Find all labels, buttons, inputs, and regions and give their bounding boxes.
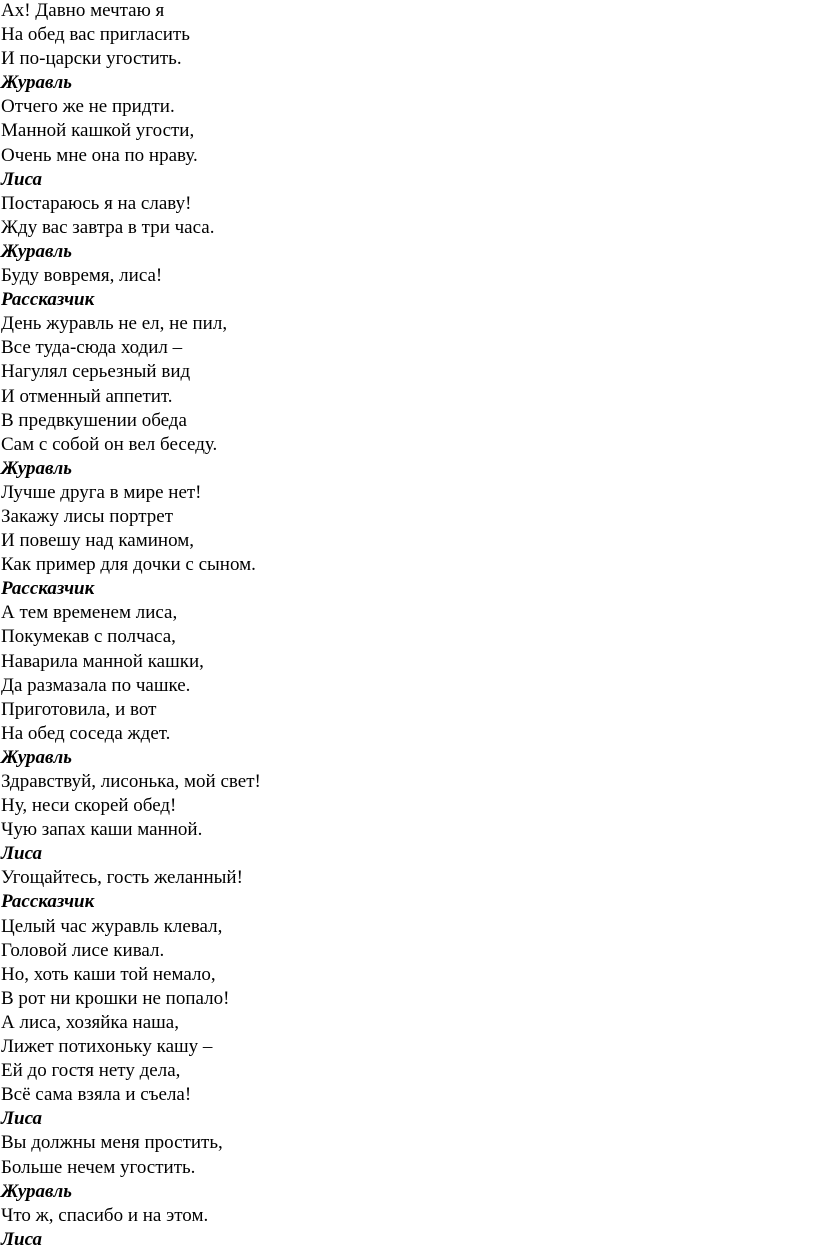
speaker-name: Журавль: [1, 457, 72, 479]
verse-line: Что ж, спасибо и на этом.: [1, 1204, 209, 1226]
verse-line: Закажу лисы портрет: [1, 505, 173, 527]
verse-line: И отменный аппетит.: [1, 385, 173, 407]
verse-line: Жду вас завтра в три часа.: [1, 216, 215, 238]
verse-line: Угощайтесь, гость желанный!: [1, 867, 243, 889]
verse-line: Буду вовремя, лиса!: [1, 265, 163, 287]
verse-line: Лучше друга в мире нет!: [1, 481, 202, 503]
verse-line: Ну, неси скорей обед!: [1, 795, 177, 817]
speaker-name: Журавль: [1, 72, 72, 94]
verse-line: Ей до гостя нету дела,: [1, 1060, 181, 1082]
verse-line: Да размазала по чашке.: [1, 674, 191, 696]
verse-line: Отчего же не придти.: [1, 96, 175, 118]
speaker-name: Лиса: [1, 1228, 43, 1250]
speaker-name: Рассказчик: [1, 578, 95, 600]
verse-line: На обед соседа ждет.: [1, 722, 171, 744]
verse-line: В рот ни крошки не попало!: [1, 987, 230, 1009]
verse-line: Наварила манной кашки,: [1, 650, 204, 672]
verse-line: И по-царски угостить.: [1, 48, 182, 70]
verse-line: Вы должны меня простить,: [1, 1132, 223, 1154]
verse-line: Но, хоть каши той немало,: [1, 963, 216, 985]
verse-line: Чую запах каши манной.: [1, 819, 203, 841]
verse-line: Здравствуй, лисонька, мой свет!: [1, 771, 261, 792]
verse-line: А тем временем лиса,: [1, 602, 178, 624]
verse-line: Нагулял серьезный вид: [1, 361, 191, 383]
verse-line: Все туда-сюда ходил –: [1, 337, 183, 359]
verse-line: Головой лисе кивал.: [1, 939, 165, 961]
verse-line: В предвкушении обеда: [1, 409, 187, 431]
verse-line: Целый час журавль клевал,: [1, 915, 223, 937]
speaker-name: Журавль: [1, 240, 72, 262]
verse-line: На обед вас пригласить: [1, 24, 190, 46]
verse-line: Больше нечем угостить.: [1, 1156, 196, 1178]
verse-line: Ах! Давно мечтаю я: [1, 0, 165, 21]
speaker-name: Рассказчик: [1, 289, 95, 311]
speaker-name: Журавль: [1, 746, 72, 768]
verse-line: Лижет потихоньку кашу –: [1, 1036, 213, 1058]
verse-line: Всё сама взяла и съела!: [1, 1084, 192, 1106]
verse-line: Сам с собой он вел беседу.: [1, 433, 218, 455]
speaker-name: Рассказчик: [1, 891, 95, 913]
speaker-name: Лиса: [1, 843, 43, 865]
verse-line: Очень мне она по нраву.: [1, 144, 198, 166]
verse-line: Покумекав с полчаса,: [1, 626, 176, 648]
verse-line: День журавль не ел, не пил,: [1, 313, 228, 335]
document-page: [1, 0, 811, 1252]
verse-line: А лиса, хозяйка наша,: [1, 1011, 179, 1033]
speaker-name: Журавль: [1, 1180, 72, 1202]
speaker-name: Лиса: [1, 168, 43, 190]
verse-line: И повешу над камином,: [1, 530, 194, 552]
speaker-name: Лиса: [1, 1108, 43, 1130]
verse-line: Приготовила, и вот: [1, 698, 157, 720]
verse-line: Постараюсь я на славу!: [1, 192, 192, 214]
verse-line: Манной кашкой угости,: [1, 120, 195, 142]
verse-line: Как пример для дочки с сыном.: [1, 554, 256, 576]
